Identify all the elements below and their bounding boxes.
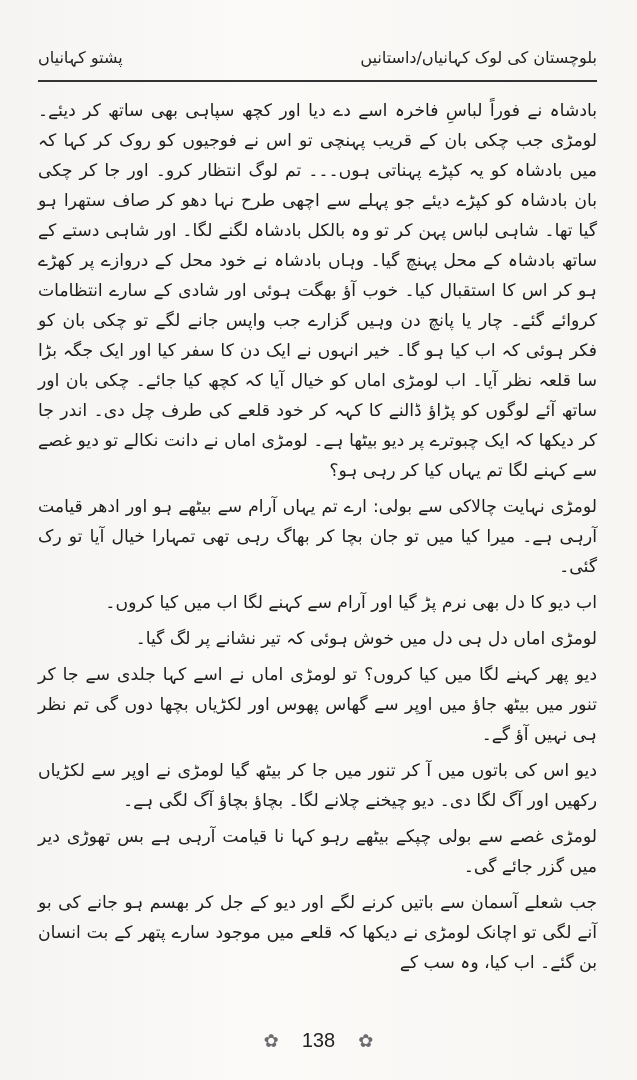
header-divider [38,80,597,82]
story-text [38,96,597,984]
page-number: 138 [301,1030,336,1052]
paragraph: اب دیو کا دل بھی نرم پڑ گیا اور آرام سے کہنے لگا اب میں کیا کروں۔ [105,593,597,613]
flourish-left-icon: ✿ [263,1031,279,1052]
book-title: بلوچستان کی لوک کہانیاں/داستانیں [360,48,597,67]
paragraph: جب شعلے آسمان سے باتیں کرنے لگے اور دیو کے جل کر بھسم ہو جانے کی بو آنے لگی تو اچانک لومڑی نے دیکھا کہ قلعے میں موجود سارے پتھر کے بت انسان بن گئے۔ اب کیا، وہ سب کے [38,893,597,973]
paragraph: لومڑی غصے سے بولی چپکے بیٹھے رہو کہا نا قیامت آرہی ہے بس تھوڑی دیر میں گزر جائے گی۔ [38,827,597,877]
paragraph: دیو اس کی باتوں میں آ کر تنور میں جا کر بیٹھ گیا لومڑی نے اوپر سے لکڑیاں رکھیں اور آگ لگا دی۔ دیو چیخنے چلانے لگا۔ بچاؤ بچاؤ آگ لگی ہے۔ [38,761,597,811]
section-title: پشتو کہانیاں [38,48,123,67]
paragraph: دیو پھر کہنے لگا میں کیا کروں؟ تو لومڑی اماں نے اسے کہا جلدی سے جا کر تنور میں بیٹھ جاؤ میں اوپر سے گھاس پھوس اور لکڑیاں بچھا دوں گی تم نظر ہی نہیں آؤ گے۔ [38,665,597,745]
paragraph: لومڑی نہایت چالاکی سے بولی: ارے تم یہاں آرام سے بیٹھے ہو اور ادھر قیامت آرہی ہے۔ میرا کیا میں تو جان بچا کر بھاگ رہی تھی تمہارا خیال آیا تو رک گئی۔ [38,497,597,577]
page-footer [0,1030,637,1064]
flourish-right-icon: ✿ [358,1031,374,1052]
paragraph: لومڑی اماں دل ہی دل میں خوش ہوئی کہ تیر نشانے پر لگ گیا۔ [135,629,597,649]
paragraph: بادشاہ نے فوراً لباسِ فاخرہ اسے دے دیا اور کچھ سپاہی بھی ساتھ کر دیئے۔ لومڑی جب چکی بان کے قریب پہنچی تو اس نے فوجیوں کو روک کر کہا کہ میں بادشاہ کو یہ کپڑے پہناتی ہوں۔۔۔ تم لوگ انتظار کرو۔ اور جا کر چکی بان بادشاہ کو کپڑے دیئے جو پہلے سے اچھی طرح نہا دھو کر صاف ستھرا ہو گیا تھا۔ شاہی لباس پہن کر تو وہ بالکل بادشاہ لگنے لگا۔ اور شاہی دستے کے ساتھ بادشاہ کے محل پہنچ گیا۔ وہاں بادشاہ نے خود محل کے دروازے پر کھڑے ہو کر اس کا استقبال کیا۔ خوب آؤ بھگت ہوئی اور شادی کے سارے انتظامات کروائے گئے۔ چار یا پانچ دن وہیں گزارے جب واپس جانے لگے تو چکی بان کو فکر ہوئی کہ اب کیا ہو گا۔ خیر انہوں نے ایک دن کا سفر کیا اور ایک جگہ بڑا سا قلعہ نظر آیا۔ اب لومڑی اماں کو خیال آیا کہ کچھ کیا جائے۔ چکی بان اور ساتھ آئے لوگوں کو پڑاؤ ڈالنے کا کہہ کر خود قلعے کی طرف چل دی۔ اندر جا کر دیکھا کہ ایک چبوترے پر دیو بیٹھا ہے۔ لومڑی اماں نے دانت نکالے تو دیو غصے سے کہنے لگا تم یہاں کیا کر رہی ہو؟ [38,101,597,481]
page-header [38,44,597,76]
